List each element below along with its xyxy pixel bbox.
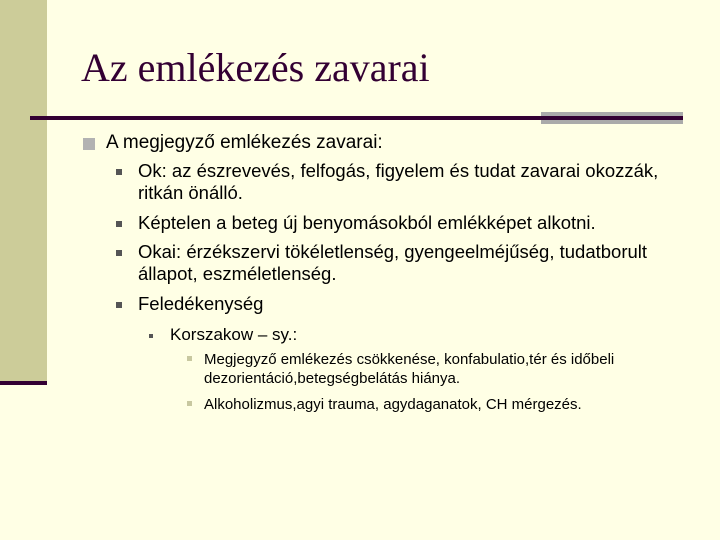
square-bullet-icon xyxy=(83,138,95,150)
left-accent-bar-base xyxy=(0,381,47,385)
square-bullet-icon xyxy=(116,250,122,256)
level2-item: Képtelen a beteg új benyomásokból emlékképet alkotni. xyxy=(138,212,596,233)
title-rule-accent-bottom xyxy=(541,120,683,124)
square-bullet-icon xyxy=(116,302,122,308)
level4-item: Alkoholizmus,agyi trauma, agydaganatok, CH mérgezés. xyxy=(204,396,582,413)
square-bullet-icon xyxy=(116,169,122,175)
square-bullet-icon xyxy=(149,334,153,338)
level2-item: Okai: érzékszervi tökéletlenség, gyengeelméjűség, tudatborult állapot, eszméletlenség. xyxy=(138,241,648,284)
square-bullet-icon xyxy=(187,401,192,406)
level4-item: Megjegyző emlékezés csökkenése, konfabulatio,tér és időbeli dezorientáció,betegségbelátás hiánya. xyxy=(204,351,615,387)
square-bullet-icon xyxy=(116,221,122,227)
slide-title: Az emlékezés zavarai xyxy=(81,45,430,90)
level1-text: A megjegyző emlékezés zavarai: xyxy=(106,132,383,153)
left-accent-bar xyxy=(0,0,47,384)
level2-item: Feledékenység xyxy=(138,293,264,314)
level3-item: Korszakow – sy.: xyxy=(170,325,298,344)
square-bullet-icon xyxy=(187,356,192,361)
level2-item: Ok: az észrevevés, felfogás, figyelem és tudat zavarai okozzák, ritkán önálló. xyxy=(138,160,659,203)
